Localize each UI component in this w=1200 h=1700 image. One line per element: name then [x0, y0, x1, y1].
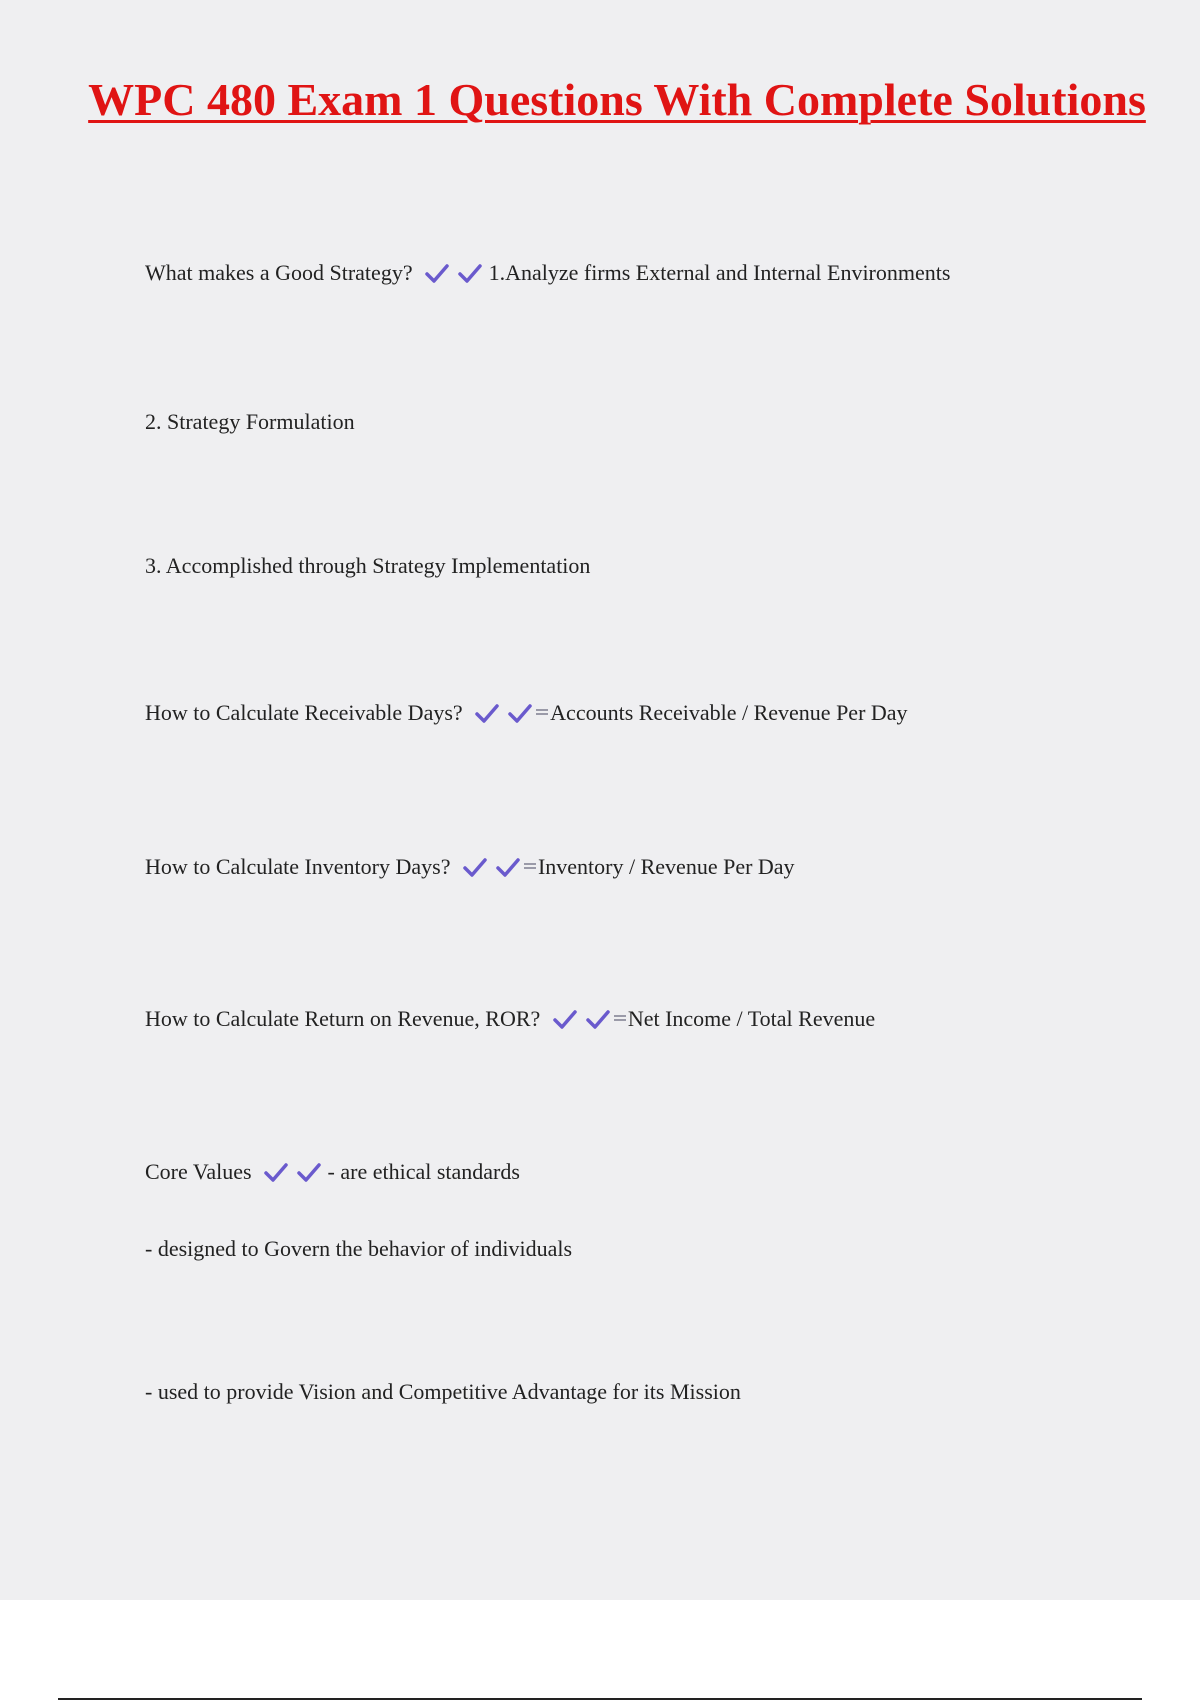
- question-text: What makes a Good Strategy?: [145, 260, 413, 285]
- answer-text: - are ethical standards: [327, 1159, 520, 1184]
- qa-line-core-values: [145, 1158, 520, 1186]
- answer-text: 2. Strategy Formulation: [145, 409, 355, 434]
- check-icon: [462, 856, 488, 878]
- check-icon: [424, 262, 450, 284]
- equals-icon: [524, 862, 536, 870]
- qa-line-inventory-days: [145, 853, 795, 881]
- check-icon: [552, 1008, 578, 1030]
- question-text: How to Calculate Receivable Days?: [145, 700, 463, 725]
- answer-text: Net Income / Total Revenue: [627, 1006, 876, 1031]
- qa-line-good-strategy: [145, 259, 950, 287]
- qa-line-vision-advantage: [145, 1378, 741, 1406]
- answer-text: - used to provide Vision and Competitive Advantage for its Mission: [145, 1379, 741, 1404]
- check-icon: [457, 262, 483, 284]
- check-icon: [263, 1161, 289, 1183]
- check-icon: [296, 1161, 322, 1183]
- check-icon: [507, 702, 533, 724]
- question-text: How to Calculate Return on Revenue, ROR?: [145, 1006, 541, 1031]
- check-icon: [585, 1008, 611, 1030]
- question-text: Core Values: [145, 1159, 252, 1184]
- equals-icon: [536, 708, 548, 716]
- question-text: How to Calculate Inventory Days?: [145, 854, 451, 879]
- answer-text: Inventory / Revenue Per Day: [537, 854, 795, 879]
- document-title: WPC 480 Exam 1 Questions With Complete Solutions: [88, 74, 1146, 125]
- equals-icon: [614, 1014, 626, 1022]
- qa-line-return-on-revenue: [145, 1005, 875, 1033]
- qa-line-receivable-days: [145, 699, 908, 727]
- qa-line-strategy-implementation: [145, 552, 590, 580]
- check-icon: [495, 856, 521, 878]
- check-icon: [474, 702, 500, 724]
- answer-text: Accounts Receivable / Revenue Per Day: [550, 700, 908, 725]
- qa-line-govern-behavior: [145, 1235, 572, 1263]
- answer-text: - designed to Govern the behavior of individuals: [145, 1236, 573, 1261]
- qa-line-strategy-formulation: [145, 408, 355, 436]
- answer-text: 1.Analyze firms External and Internal Environments: [488, 260, 951, 285]
- answer-text: 3. Accomplished through Strategy Implementation: [145, 553, 591, 578]
